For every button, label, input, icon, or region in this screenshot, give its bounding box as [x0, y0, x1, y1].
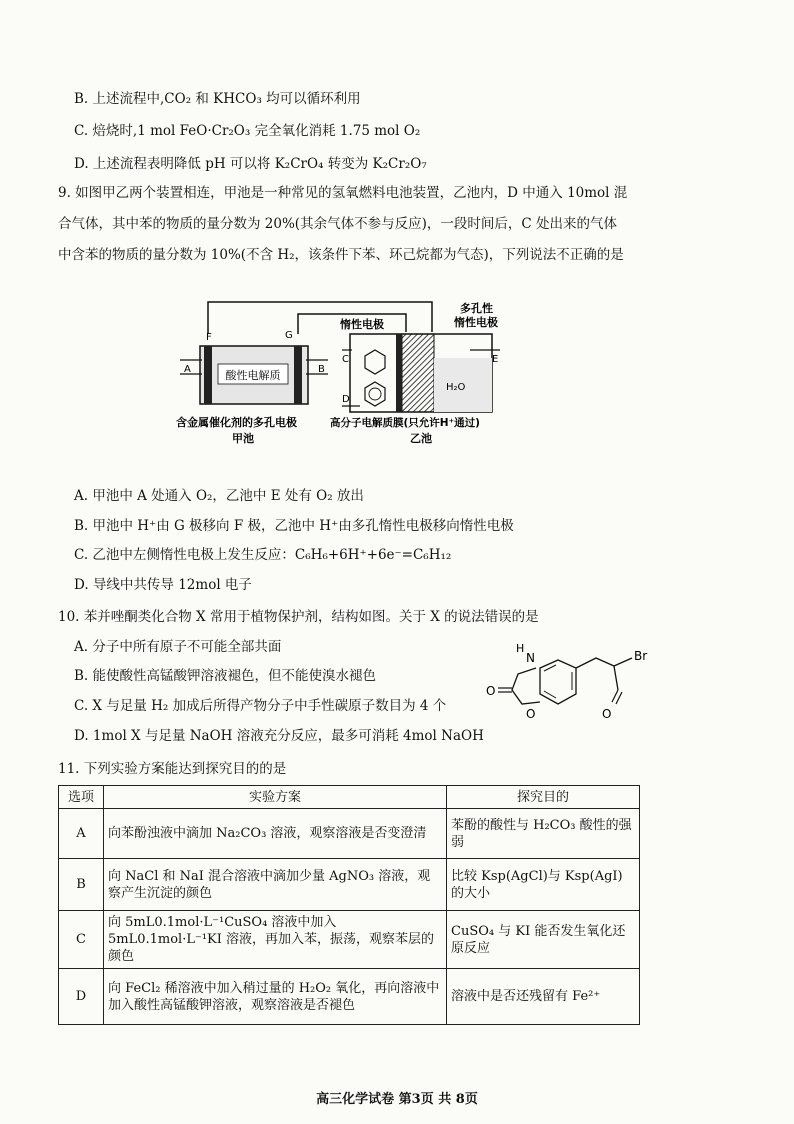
row-goal: 比较 Ksp(AgCl)与 Ksp(AgI)的大小 [447, 859, 640, 911]
q9-option-d: D. 导线中共传导 12mol 电子 [74, 577, 252, 593]
inert-electrode [396, 334, 402, 412]
table-row [59, 809, 640, 859]
q8-option-c: C. 焙烧时,1 mol FeO·Cr₂O₃ 完全氧化消耗 1.75 mol O₂ [74, 123, 421, 139]
q9-stem-line1: 9. 如图甲乙两个装置相连，甲池是一种常见的氢氧燃料电池装置，乙池内，D 中通入 10mol 混 [58, 185, 628, 201]
atom-o-carbonyl: O [486, 684, 496, 698]
q9-stem-line3: 中含苯的物质的量分数为 10%(不含 H₂，该条件下苯、环己烷都为气态)，下列说法不正确的是 [58, 247, 624, 263]
inert-electrode-label: 惰性电极 [340, 318, 384, 331]
atom-n: N [526, 651, 535, 665]
row-plan: 向 FeCl₂ 稀溶液中加入稍过量的 H₂O₂ 氧化，再向溶液中加入酸性高锰酸钾溶液，观察溶液是否褪色 [104, 969, 447, 1025]
membrane-caption: 高分子电解质膜(只允许H⁺通过) [330, 417, 480, 429]
electrochem-diagram [170, 298, 510, 450]
label-c: C [342, 354, 349, 365]
q9-option-c: C. 乙池中左侧惰性电极上发生反应：C₆H₆+6H⁺+6e⁻=C₆H₁₂ [74, 547, 452, 563]
page-footer: 高三化学试卷 第3页 共 8页 [316, 1092, 478, 1107]
row-option: D [59, 969, 104, 1025]
label-d: D [342, 394, 350, 405]
row-plan: 向 5mL0.1mol·L⁻¹CuSO₄ 溶液中加入 5mL0.1mol·L⁻¹KI 溶液，再加入苯，振荡，观察苯层的颜色 [104, 911, 447, 969]
row-plan: 向苯酚浊液中滴加 Na₂CO₃ 溶液，观察溶液是否变澄清 [104, 809, 447, 859]
table-row [59, 969, 640, 1025]
atom-br: Br [634, 649, 648, 663]
q11-table [58, 785, 640, 1025]
membrane [402, 334, 434, 412]
header-goal: 探究目的 [447, 786, 640, 809]
label-a: A [184, 364, 191, 375]
water-label: H₂O [446, 382, 466, 393]
q11-stem: 11. 下列实验方案能达到探究目的的是 [58, 761, 287, 777]
row-goal: 溶液中是否还残留有 Fe²⁺ [447, 969, 640, 1025]
atom-o-aldehyde: O [602, 707, 612, 721]
cell-yi-label: 乙池 [410, 432, 432, 445]
electrolyte-label: 酸性电解质 [225, 369, 281, 382]
q8-option-b: B. 上述流程中,CO₂ 和 KHCO₃ 均可以循环利用 [74, 91, 361, 107]
q9-option-a: A. 甲池中 A 处通入 O₂，乙池中 E 处有 O₂ 放出 [74, 488, 364, 504]
electrode-caption: 含金属催化剂的多孔电极 [176, 416, 297, 429]
row-goal: CuSO₄ 与 KI 能否发生氧化还原反应 [447, 911, 640, 969]
atom-h: H [516, 642, 525, 655]
q10-option-a: A. 分子中所有原子不可能全部共面 [74, 639, 282, 655]
ald-c-o-2 [616, 692, 622, 704]
q10-option-c: C. X 与足量 H₂ 加成后所得产物分子中手性碳原子数目为 4 个 [74, 698, 447, 714]
q9-stem-line2: 合气体，其中苯的物质的量分数为 20%(其余气体不参与反应)，一段时间后，C 处出来的气体 [58, 216, 617, 232]
porous-electrode-label-2: 惰性电极 [454, 316, 498, 329]
label-f: F [206, 332, 212, 343]
header-plan: 实验方案 [104, 786, 447, 809]
q8-option-d: D. 上述流程表明降低 pH 可以将 K₂CrO₄ 转变为 K₂Cr₂O₇ [74, 156, 427, 172]
table-row [59, 911, 640, 969]
q9-option-b: B. 甲池中 H⁺由 G 极移向 F 极，乙池中 H⁺由多孔惰性电极移向惰性电极 [74, 518, 514, 534]
ring-benzene [365, 382, 385, 406]
ald-c-o-1 [612, 690, 618, 702]
wire-outer [208, 302, 432, 334]
row-option: B [59, 859, 104, 911]
label-g: G [285, 330, 293, 341]
ring-benzene-circle [369, 388, 381, 400]
row-option: A [59, 809, 104, 859]
table-row [59, 859, 640, 911]
q10-stem: 10. 苯并唑酮类化合物 X 常用于植物保护剂，结构如图。关于 X 的说法错误的是 [58, 609, 539, 625]
compound-x-svg [478, 638, 678, 728]
oxazolone-ring [512, 668, 540, 704]
header-option: 选项 [59, 786, 104, 809]
side-chain [576, 658, 632, 668]
electrode-g [294, 346, 302, 404]
label-b: B [318, 364, 325, 375]
compound-x-structure [478, 638, 678, 728]
row-goal: 苯酚的酸性与 H₂CO₃ 酸性的强弱 [447, 809, 640, 859]
label-e: E [492, 354, 499, 365]
benzo-ring [540, 660, 576, 704]
table-header-row [59, 786, 640, 809]
q10-option-b: B. 能使酸性高锰酸钾溶液褪色，但不能使溴水褪色 [74, 668, 377, 684]
electrochem-svg [170, 298, 510, 450]
ald-chain [614, 666, 618, 690]
ring-cyclohexane [365, 350, 385, 374]
row-plan: 向 NaCl 和 NaI 混合溶液中滴加少量 AgNO₃ 溶液，观察产生沉淀的颜色 [104, 859, 447, 911]
porous-electrode-label-1: 多孔性 [460, 302, 493, 315]
q10-option-d: D. 1mol X 与足量 NaOH 溶液充分反应，最多可消耗 4mol NaOH [74, 728, 484, 744]
electrode-f [204, 346, 212, 404]
atom-o-ring: O [526, 707, 536, 721]
row-option: C [59, 911, 104, 969]
cell-jia-label: 甲池 [232, 432, 254, 445]
